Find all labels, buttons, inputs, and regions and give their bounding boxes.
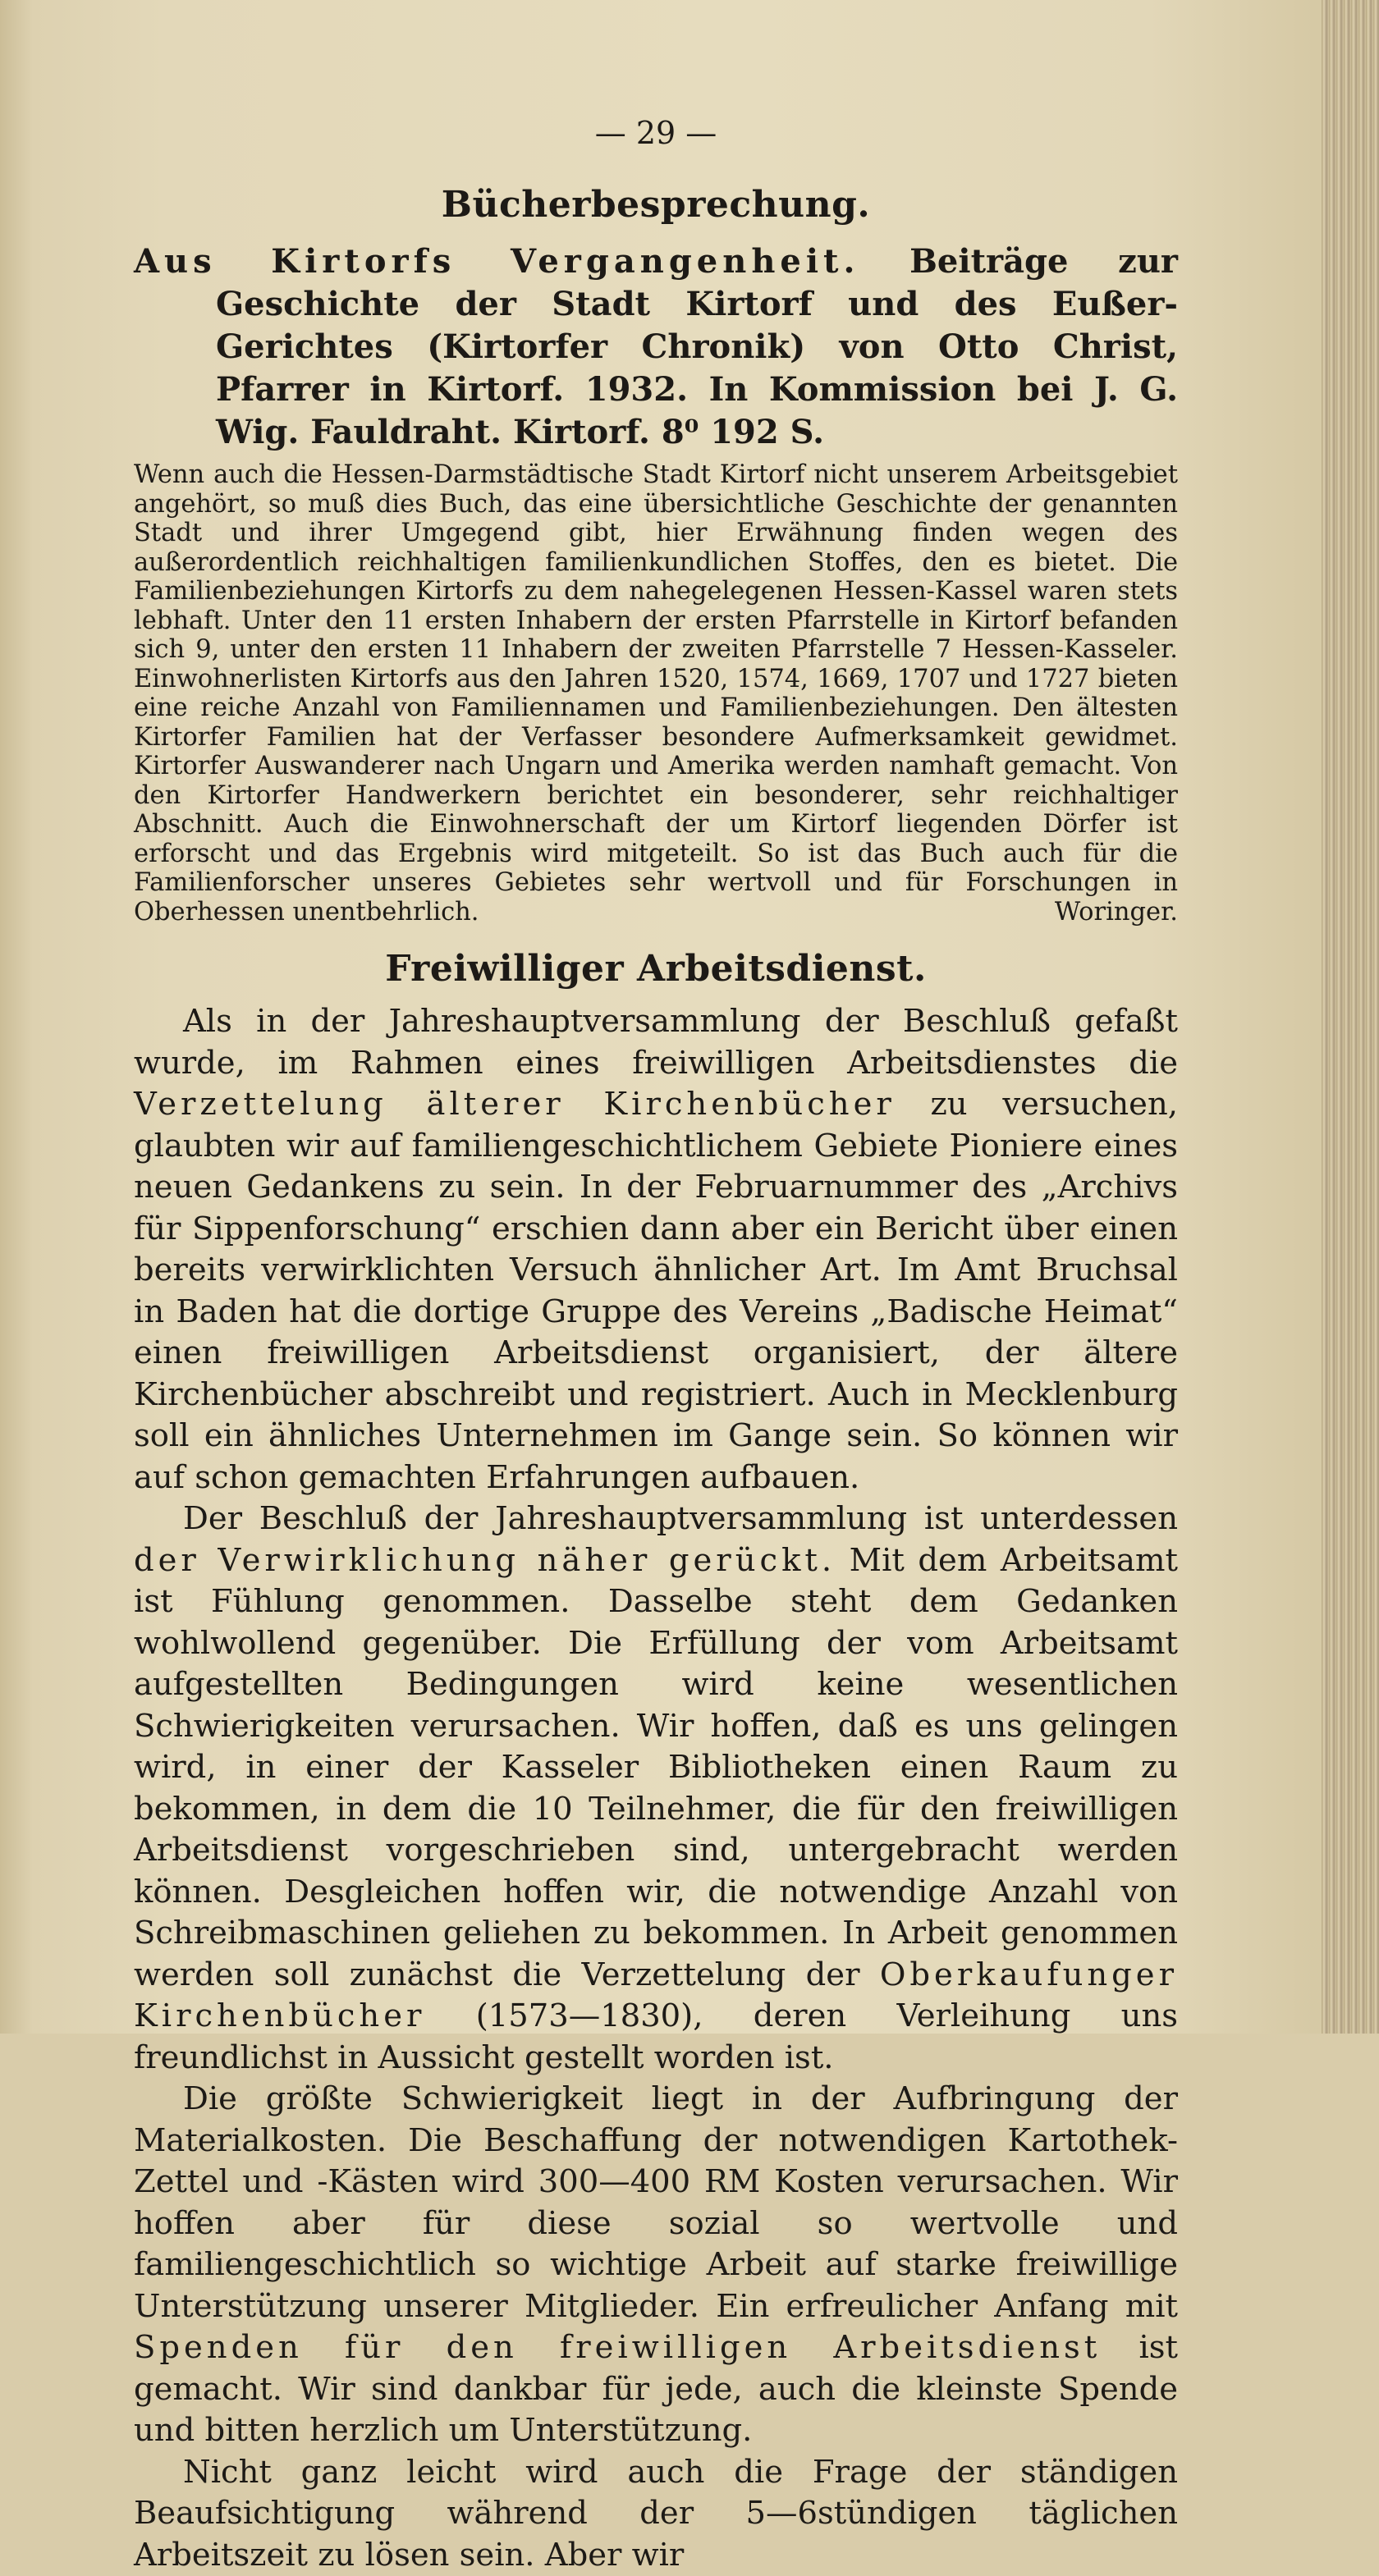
paragraph-2 [134, 1498, 1178, 2079]
page-number: — 29 — [134, 115, 1178, 151]
paragraph-2-text-a: Der Beschluß der Jahreshauptversammlung ist unterdessen [183, 1500, 1178, 1537]
book-details: Beiträge zur Geschichte der Stadt Kirtorf und des Eußer-Gerichtes (Kirtorfer Chronik) von Otto Christ, Pfarrer in Kirtorf. 1932. In Kommission bei J. G. Wig. Fauldraht. Kirtorf. 8⁰ 192 S. [216, 242, 1178, 451]
paragraph-2-emphasis-1: der Verwirklichung näher gerückt. [134, 1542, 836, 1579]
paragraph-2-text-e: (1573—1830), deren Verleihung uns freundlichst in Aussicht gestellt worden ist. [134, 1997, 1178, 2076]
paragraph-3-emphasis: Spenden für den freiwilligen Arbeitsdienst [134, 2329, 1101, 2366]
page-content [134, 115, 1178, 2576]
section-title-labor-service: Freiwilliger Arbeitsdienst. [134, 948, 1178, 990]
paragraph-3-text-c: ist gemacht. Wir sind dankbar für jede, auch die kleinste Spende und bitten herzlich um Unterstützung. [134, 2329, 1178, 2449]
paragraph-3-text-a: Die größte Schwierigkeit liegt in der Aufbringung der Materialkosten. Die Beschaffung der notwendigen Kartothek-Zettel und -Kästen wird 300—400 RM Kosten verursachen. Wir hoffen aber für diese sozial so wertvolle und familiengeschichtlich so wichtige Arbeit auf starke freiwillige Unterstützung unserer Mitglieder. Ein erfreulicher Anfang mit [134, 2080, 1178, 2325]
paragraph-1-emphasis: Verzettelung älterer Kirchenbücher [134, 1086, 896, 1123]
review-text [134, 460, 1178, 927]
review-body-text: Wenn auch die Hessen-Darmstädtische Stadt Kirtorf nicht unserem Arbeitsgebiet angehört, so muß dies Buch, das eine übersichtliche Geschichte der genannten Stadt und ihrer Umgegend gibt, hier Erwähnung finden wegen des außerordentlich reichhaltigen familienkundlichen Stoffes, den es bietet. Die Familienbeziehungen Kirtorfs zu dem nahegelegenen Hessen-Kassel waren stets lebhaft. Unter den 11 ersten Inhabern der ersten Pfarrstelle in Kirtorf befanden sich 9, unter den ersten 11 Inhabern der zweiten Pfarrstelle 7 Hessen-Kasseler. Einwohnerlisten Kirtorfs aus den Jahren 1520, 1574, 1669, 1707 und 1727 bieten eine reiche Anzahl von Familiennamen und Familienbeziehungen. Den ältesten Kirtorfer Familien hat der Verfasser besondere Aufmerksamkeit gewidmet. Kirtorfer Auswanderer nach Ungarn und Amerika werden namhaft gemacht. Von den Kirtorfer Handwerkern berichtet ein besonderer, sehr reichhaltiger Abschnitt. Auch die Einwohnerschaft der um Kirtorf liegenden Dörfer ist erforscht und das Ergebnis wird mitgeteilt. So ist das Buch auch für die Familienforscher unseres Gebietes sehr wertvoll und für Forschungen in Oberhessen unentbehrlich. [134, 460, 1178, 927]
paragraph-1-text-c: zu versuchen, glaubten wir auf familiengeschichtlichem Gebiete Pioniere eines neuen Gedankens zu sein. In der Februarnummer des „Archivs für Sippenforschung“ erschien dann aber ein Bericht über einen bereits verwirklichten Versuch ähnlicher Art. Im Amt Bruchsal in Baden hat die dortige Gruppe des Vereins „Badische Heimat“ einen freiwilligen Arbeitsdienst organisiert, der ältere Kirchenbücher abschreibt und registriert. Auch in Mecklenburg soll ein ähnliches Unternehmen im Gange sein. So können wir auf schon gemachten Erfahrungen aufbauen. [134, 1086, 1178, 1496]
book-citation [134, 240, 1178, 454]
paragraph-2-emphasis-2: Oberkaufunger Kirchenbücher [134, 1956, 1178, 2035]
paragraph-4: Nicht ganz leicht wird auch die Frage der ständigen Beaufsichtigung während der 5—6stündigen täglichen Arbeitszeit zu lösen sein. Aber wir [134, 2452, 1178, 2576]
section-title-book-review: Bücherbesprechung. [134, 184, 1178, 226]
paragraph-1 [134, 1001, 1178, 1498]
paragraph-2-text-c: Mit dem Arbeitsamt ist Fühlung genommen. Dasselbe steht dem Gedanken wohlwollend gegenüber. Die Erfüllung der vom Arbeitsamt aufgestellten Bedingungen wird keine wesentlichen Schwierigkeiten verursachen. Wir hoffen, daß es uns gelingen wird, in einer der Kasseler Bibliotheken einen Raum zu bekommen, in dem die 10 Teilnehmer, die für den freiwilligen Arbeitsdienst vorgeschrieben sind, untergebracht werden können. Desgleichen hoffen wir, die notwendige Anzahl von Schreibmaschinen geliehen zu bekommen. In Arbeit genommen werden soll zunächst die Verzettelung der [134, 1542, 1178, 1993]
page-edge [1322, 0, 1379, 2034]
book-title: Aus Kirtorfs Vergangenheit. [134, 242, 859, 281]
paragraph-1-text-a: Als in der Jahreshauptversammlung der Beschluß gefaßt wurde, im Rahmen eines freiwilligen Arbeitsdienstes die [134, 1003, 1178, 1082]
reviewer-signature: Woringer. [1055, 898, 1178, 927]
paragraph-3 [134, 2079, 1178, 2452]
